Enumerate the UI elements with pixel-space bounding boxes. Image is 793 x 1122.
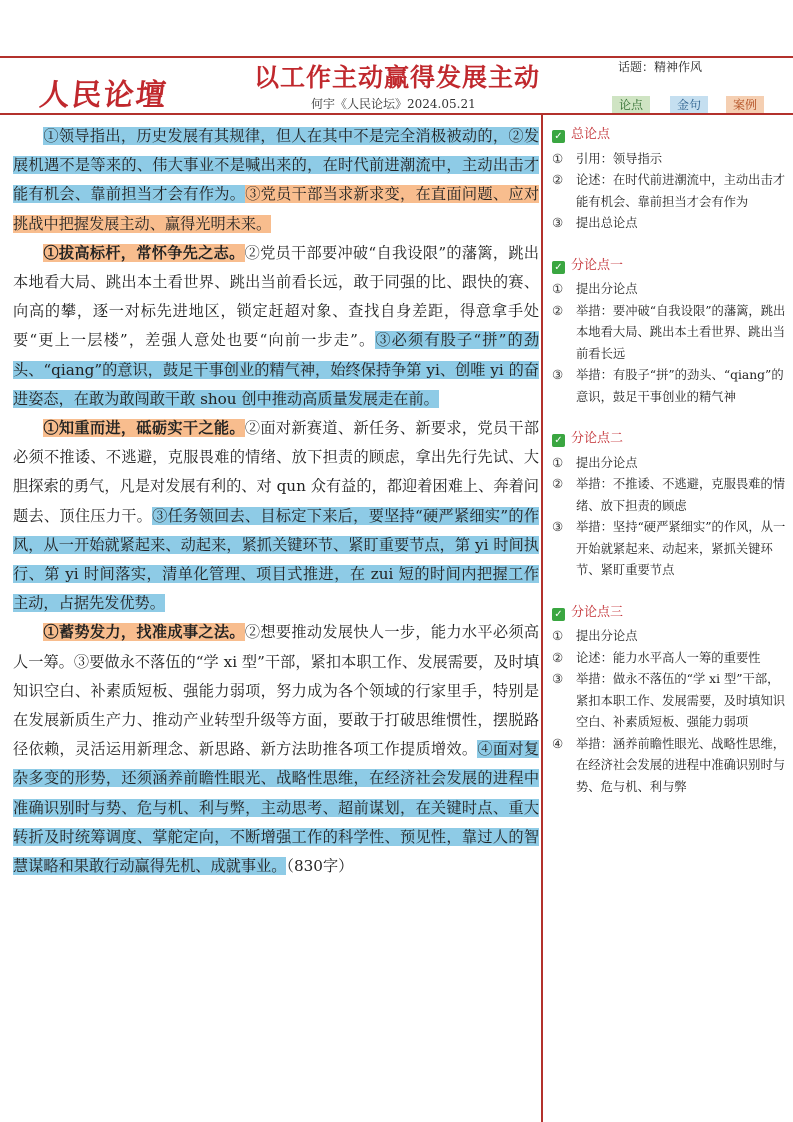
tag-case: 案例	[726, 96, 764, 114]
highlight-quote: ②发展机遇不是等来的、伟大事业不是喊出来的，在时代前进潮流中，主动出击才能有机会、靠前担当才会有作为。	[13, 127, 540, 204]
tag-argument: 论点	[612, 96, 650, 114]
outline-section	[552, 602, 790, 799]
outline-sidebar	[552, 124, 790, 818]
byline: 何宇《人民论坛》2024.05.21	[311, 97, 476, 111]
highlight-quote: ③必须有股子“拼”的劲头、“qiang”的意识，鼓足干事创业的精气神，始终保持争第 yi、创唯 yi 的奋进姿态，在敢为敢闯敢干敢 shou 创中推动高质量发展走在前。	[13, 331, 540, 408]
article-body	[13, 122, 539, 881]
paragraph-intro	[13, 122, 539, 239]
highlight-subthesis: ①蓄势发力，找准成事之法。	[43, 623, 245, 642]
outline-section-title: ✓ 分论点三	[552, 602, 790, 624]
outline-item: ③ 举措：有股子“拼”的劲头、“qiang”的意识，鼓足干事创业的精气神	[552, 368, 784, 404]
outline-section-title: ✓ 总论点	[552, 124, 790, 146]
highlight-quote: ③任务领回去、目标定下来后，要坚持“硬严紧细实”的作风，从一开始就紧起来、动起来，紧抓关键环节、紧盯重要节点，第 yi 时间执行、第 yi 时间落实，清单化管理、项目式推进，在 zui 短的时间内把握工作主动，占据先发优势。	[13, 506, 540, 613]
outline-section	[552, 255, 790, 409]
highlight-subthesis: ①拔高标杆，常怀争先之志。	[43, 243, 245, 262]
outline-item: ② 举措：不推诿、不逃避，克服畏难的情绪、放下担责的顾虑	[552, 477, 786, 513]
highlight-quote: ④面对复杂多变的形势，还须涵养前瞻性眼光、战略性思维，在经济社会发展的进程中准确识别时与势、危与机、利与弊，主动思考、超前谋划，在关键时点、重大转折及时统筹调度、掌舵定向，不断增强工作的科学性、预见性，靠过人的智慧谋略和果敢行动赢得先机、成就事业。	[13, 740, 540, 876]
body-text: ②想要推动发展快人一步，能力水平必须高人一筹。	[13, 623, 540, 671]
outline-item: ② 举措：要冲破“自我设限”的藩篱，跳出本地看大局、跳出本土看世界、跳出当前看长远	[552, 303, 786, 361]
body-text: ③要做永不落伍的“学 xi 型”干部，紧扣本职工作、发展需要，及时填知识空白、补素质短板、强能力弱项，努力成为各个领域的行家里手，特别是在发展新质生产力、推动产业转型升级等方面，要敢于打破思维惯性，摆脱路径依赖，灵活运用新理念、新思路、新方法助推各项工作提质增效。	[13, 652, 540, 759]
highlight-subthesis: ①知重而进，砥砺实干之能。	[43, 419, 245, 438]
outline-section	[552, 124, 790, 235]
outline-section-title: ✓ 分论点一	[552, 255, 790, 277]
check-icon: ✓	[552, 261, 565, 274]
paragraph-point-3	[13, 618, 539, 881]
highlight-thesis: ③党员干部当求新求变，在直面问题、应对挑战中把握发展主动、赢得光明未来。	[13, 185, 540, 233]
check-icon: ✓	[552, 434, 565, 447]
outline-item: ③ 提出总论点	[552, 216, 638, 230]
outline-item: ① 提出分论点	[552, 455, 638, 470]
tag-quote: 金句	[670, 96, 708, 114]
highlight-quote: ①领导指出，历史发展有其规律，但人在其中不是完全消极被动的，	[43, 127, 509, 145]
paragraph-point-2	[13, 414, 539, 618]
outline-item: ② 论述：能力水平高人一筹的重要性	[552, 650, 761, 665]
logo: 人民论壇	[37, 78, 170, 113]
check-icon: ✓	[552, 130, 565, 143]
body-text: ②面对新赛道、新任务、新要求，党员干部必须不推诿、不逃避，克服畏难的情绪、放下担责的顾虑，拿出先行先试、大胆探索的勇气，凡是对发展有利的、对 qun 众有益的，都迎着困难上、奔着问题去、顶住压力干。	[13, 419, 540, 525]
outline-section	[552, 428, 790, 582]
outline-item: ① 提出分论点	[552, 282, 638, 296]
word-count: （830字）	[286, 857, 354, 876]
outline-item: ③ 举措：做永不落伍的“学 xi 型”干部，紧扣本职工作、发展需要，及时填知识空白、补素质短板、强能力弱项	[552, 672, 786, 729]
check-icon: ✓	[552, 608, 565, 621]
outline-item: ③ 举措：坚持“硬严紧细实”的作风，从一开始就紧起来、动起来，紧抓关键环节、紧盯重要节点	[552, 520, 786, 577]
outline-item: ④ 举措：涵养前瞻性眼光、战略性思维，在经济社会发展的进程中准确识别时与势、危与机、利与弊	[552, 736, 786, 794]
body-text: ②党员干部要冲破“自我设限”的藩篱，跳出本地看大局、跳出本土看世界、跳出当前看长远，敢于同强的比、跟快的赛、向高的攀，逐一对标先进地区，锁定赶超对象、查找自身差距，得意拿手处要“更上一层楼”，差强人意处也要“向前一步走”。	[13, 243, 539, 350]
page-title: 以工作主动赢得发展主动	[254, 63, 541, 92]
topic-label: 话题：精神作风	[618, 60, 703, 74]
outline-item: ① 引用：领导指示	[552, 151, 663, 166]
outline-item: ① 提出分论点	[552, 629, 638, 643]
column-divider	[541, 115, 543, 1122]
header-rule	[0, 113, 793, 115]
paragraph-point-1	[13, 239, 539, 414]
outline-item: ② 论述：在时代前进潮流中，主动出击才能有机会、靠前担当才会有作为	[552, 173, 786, 209]
outline-section-title: ✓ 分论点二	[552, 428, 790, 450]
